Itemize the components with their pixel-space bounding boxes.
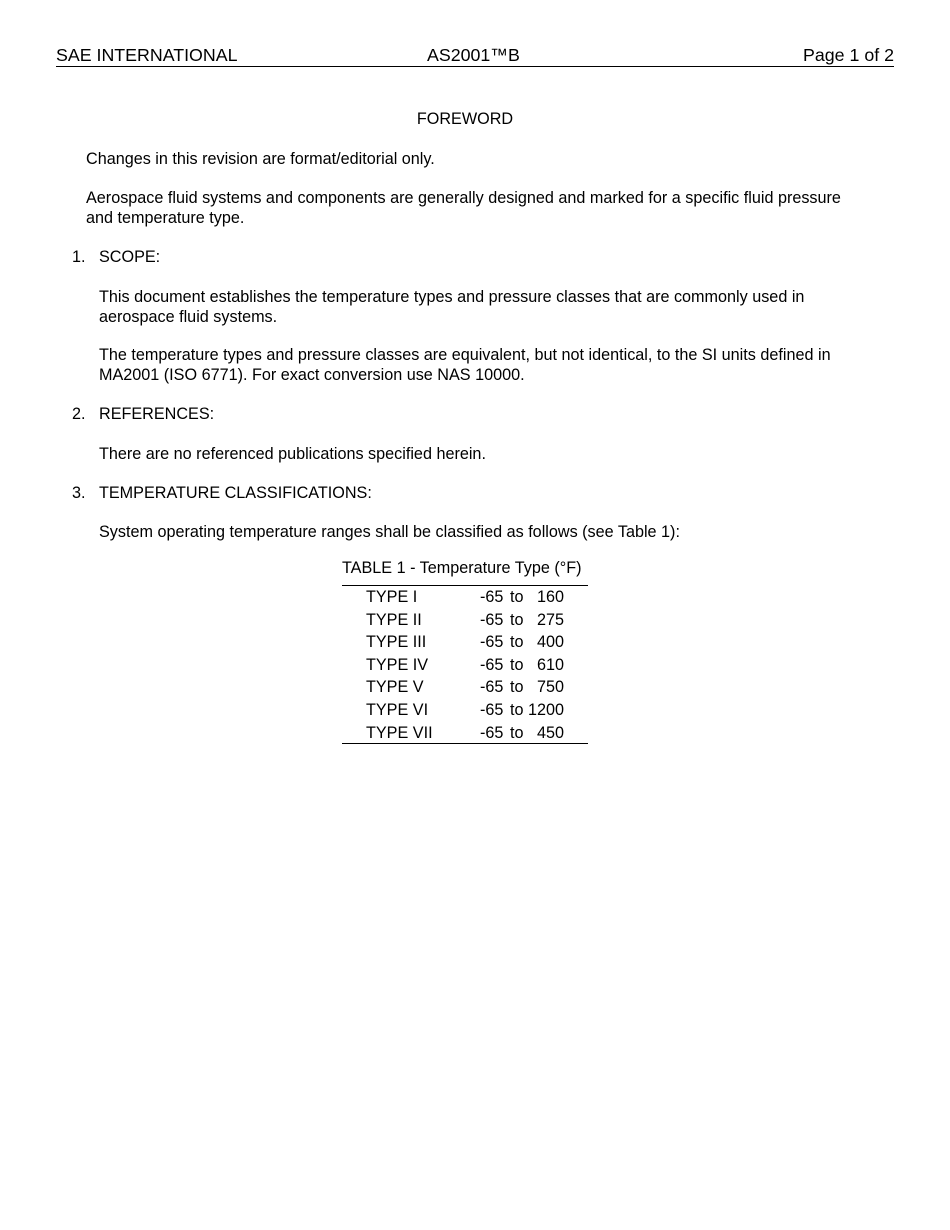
- range-to: to: [510, 678, 524, 697]
- range-high: 275: [536, 610, 564, 629]
- section-paragraph: There are no referenced publications specified herein.: [99, 445, 486, 463]
- temperature-type: TYPE I: [366, 588, 418, 606]
- section-title: TEMPERATURE CLASSIFICATIONS:: [99, 484, 372, 502]
- range-to: to: [510, 723, 524, 742]
- range-to: to: [510, 655, 524, 674]
- range-high: 750: [536, 678, 564, 697]
- range-low: -65: [480, 633, 504, 652]
- section-paragraph: System operating temperature ranges shall be classified as follows (see Table 1):: [99, 523, 680, 541]
- table-row: [342, 701, 588, 724]
- table-row: [342, 588, 588, 611]
- foreword-paragraph: Aerospace fluid systems and components are generally designed and marked for a specific fluid pressure and temperature type.: [86, 189, 841, 227]
- range-low: -65: [480, 610, 504, 629]
- section-paragraph: The temperature types and pressure classes are equivalent, but not identical, to the SI units defined in MA2001 (ISO 6771). For exact conversion use NAS 10000.: [99, 346, 831, 384]
- table-row: [342, 678, 588, 701]
- table-bottom-rule: [342, 743, 588, 744]
- temperature-type: TYPE IV: [366, 655, 429, 674]
- foreword-title: FOREWORD: [416, 110, 514, 128]
- range-low: -65: [480, 701, 504, 719]
- temperature-type: TYPE II: [366, 610, 422, 629]
- range-low: -65: [480, 588, 504, 606]
- table-caption: TABLE 1 - Temperature Type (°F): [342, 559, 582, 577]
- page-number: Page 1 of 2: [803, 45, 894, 65]
- document-number: AS2001™B: [427, 45, 520, 65]
- table-row: [342, 611, 588, 634]
- foreword-paragraph: Changes in this revision are format/editorial only.: [86, 150, 435, 168]
- range-high: 610: [536, 655, 564, 674]
- table-row: [342, 656, 588, 679]
- temperature-type: TYPE V: [366, 678, 424, 697]
- table-top-rule: [342, 585, 588, 586]
- table-row: [342, 633, 588, 656]
- section-number: 1.: [72, 248, 86, 266]
- section-number: 2.: [72, 405, 86, 423]
- range-low: -65: [480, 655, 504, 674]
- range-high: 1200: [527, 701, 564, 719]
- range-high: 450: [536, 723, 564, 742]
- range-high: 160: [536, 588, 564, 606]
- temperature-type: TYPE VI: [366, 701, 429, 719]
- temperature-type: TYPE VII: [366, 723, 433, 742]
- section-number: 3.: [72, 484, 86, 502]
- range-to: to: [510, 633, 524, 652]
- range-low: -65: [480, 678, 504, 697]
- range-to: to: [510, 610, 524, 629]
- page-header: [56, 45, 894, 67]
- range-high: 400: [536, 633, 564, 652]
- range-to: to: [510, 701, 524, 719]
- temperature-type: TYPE III: [366, 633, 427, 652]
- section-paragraph: This document establishes the temperature types and pressure classes that are commonly used in aerospace fluid systems.: [99, 288, 805, 326]
- organization-name: SAE INTERNATIONAL: [56, 45, 238, 65]
- range-low: -65: [480, 723, 504, 742]
- range-to: to: [510, 588, 524, 606]
- section-title: REFERENCES:: [99, 405, 215, 423]
- section-title: SCOPE:: [99, 248, 161, 266]
